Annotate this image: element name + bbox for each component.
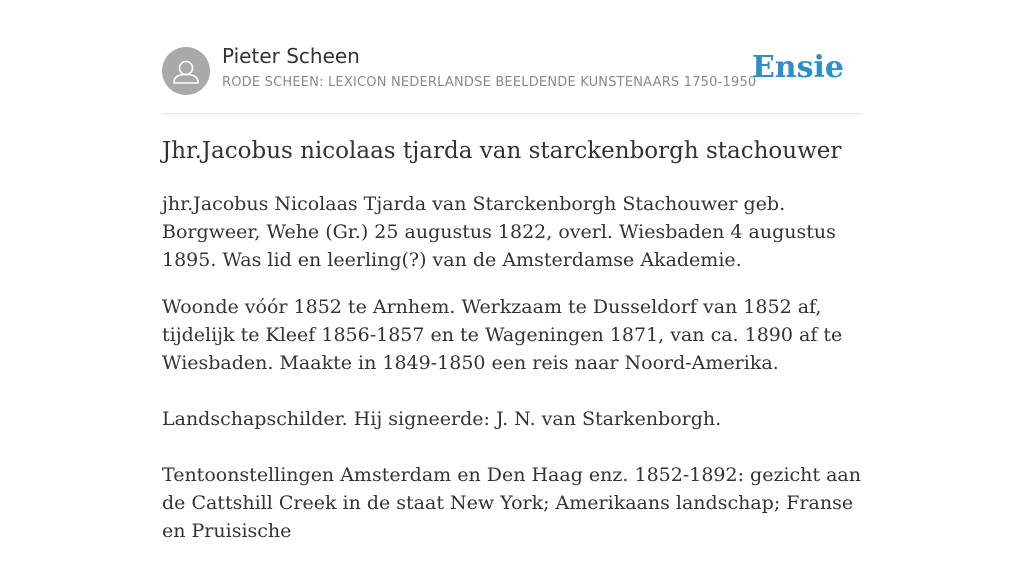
author-source: RODE SCHEEN: LEXICON NEDERLANDSE BEELDENDE KUNSTENAARS 1750-1950 [222,75,757,90]
article-card [162,0,862,542]
author-name[interactable]: Pieter Scheen [222,44,360,68]
article-header [162,0,862,114]
article-body [162,190,862,564]
article-paragraph: Woonde vóór 1852 te Arnhem. Werkzaam te Dusseldorf van 1852 af, tijdelijk te Kleef 1856-1857 en te Wageningen 1871, van ca. 1890 af te Wiesbaden. Maakte in 1849-1850 een reis naar Noord-Amerika. [162,296,843,374]
article-paragraph: Landschapschilder. Hij signeerde: J. N. van Starkenborgh. [162,408,722,430]
user-silhouette-icon [162,47,210,95]
ensie-logo[interactable]: Ensie [751,50,844,85]
article-title: Jhr.Jacobus nicolaas tjarda van starckenborgh stachouwer [162,138,842,164]
article-paragraph: Tentoonstellingen Amsterdam en Den Haag enz. 1852-1892: gezicht aan de Cattshill Creek in de staat New York; Amerikaans landschap; Franse en Pruisische [162,464,861,542]
author-avatar[interactable] [162,47,210,95]
article-paragraph: jhr.Jacobus Nicolaas Tjarda van Starckenborgh Stachouwer geb. Borgweer, Wehe (Gr.) 25 augustus 1822, overl. Wiesbaden 4 augustus 1895. Was lid en leerling(?) van de Amsterdamse Akademie. [162,193,836,271]
